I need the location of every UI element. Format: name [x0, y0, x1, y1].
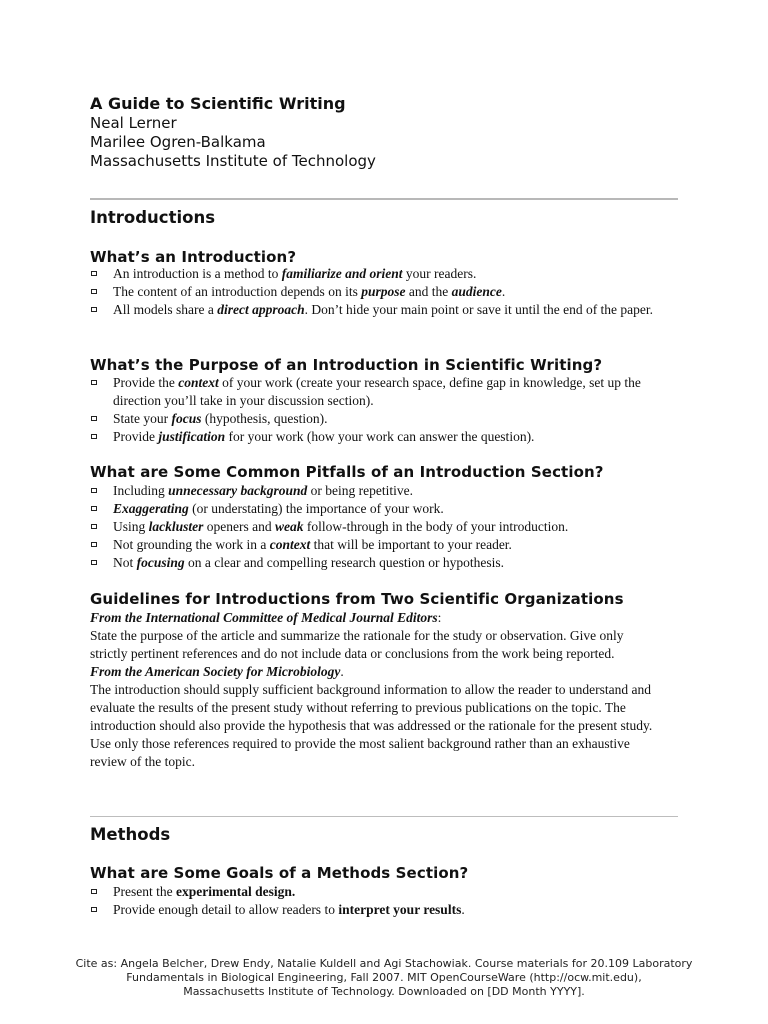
item-text: (or understating) the importance of your work. — [188, 501, 444, 516]
item-text: Provide — [113, 429, 159, 444]
section-heading-methods: Methods — [90, 825, 171, 844]
item-text: follow-through in the body of your introduction. — [303, 519, 569, 534]
bullet-item — [90, 301, 678, 319]
bullet-item — [90, 482, 678, 500]
bullet-list-purpose — [90, 374, 678, 446]
item-text: that will be important to your reader. — [310, 537, 512, 552]
subheading-methods-goals: What are Some Goals of a Methods Section? — [90, 864, 469, 882]
emphasis-text: focusing — [136, 555, 185, 570]
item-text: All models share a — [113, 302, 218, 317]
citation-line: Massachusetts Institute of Technology. Downloaded on [DD Month YYYY]. — [183, 985, 585, 998]
bullet-list-pitfalls — [90, 482, 678, 572]
emphasis-text: direct approach — [217, 302, 305, 317]
square-bullet-icon — [91, 434, 97, 439]
citation-line: Fundamentals in Biological Engineering, Fall 2007. MIT OpenCourseWare (http://ocw.mit.edu), — [126, 971, 642, 984]
item-text: (hypothesis, question). — [201, 411, 328, 426]
square-bullet-icon — [91, 907, 97, 912]
author-line: Marilee Ogren-Balkama — [90, 133, 266, 151]
section-divider — [90, 816, 678, 817]
item-text: . Don’t hide your main point or save it until the end of the paper. — [304, 302, 654, 317]
item-text: Not grounding the work in a — [113, 537, 270, 552]
bullet-item — [90, 410, 678, 428]
item-text: The content of an introduction depends on its — [113, 284, 362, 299]
citation-line: Cite as: Angela Belcher, Drew Endy, Natalie Kuldell and Agi Stachowiak. Course materials for 20.109 Laboratory — [75, 957, 693, 970]
square-bullet-icon — [91, 506, 97, 511]
item-text: of your work (create your research space, define gap in knowledge, set up the direction you’ll take in your discussion section). — [113, 375, 641, 408]
author-line: Neal Lerner — [90, 114, 177, 132]
source-icmje: From the International Committee of Medical Journal Editors — [90, 610, 438, 625]
square-bullet-icon — [91, 416, 97, 421]
bullet-item — [90, 428, 678, 446]
emphasis-text: focus — [171, 411, 202, 426]
subheading-guidelines: Guidelines for Introductions from Two Scientific Organizations — [90, 590, 624, 608]
emphasis-text: purpose — [361, 284, 406, 299]
bullet-item — [90, 554, 678, 572]
emphasis-text: context — [178, 375, 219, 390]
emphasis-text: audience — [451, 284, 502, 299]
item-text: Using — [113, 519, 149, 534]
bullet-item — [90, 265, 678, 283]
bullet-item — [90, 518, 678, 536]
square-bullet-icon — [91, 889, 97, 894]
section-heading-introductions: Introductions — [90, 208, 216, 227]
bullet-list-methods-goals — [90, 883, 678, 919]
item-text: State your — [113, 411, 172, 426]
icmje-text: State the purpose of the article and summarize the rationale for the study or observation. Give only strictly pertinent references and do not include data or conclusions from the work being reported. — [90, 628, 624, 661]
item-text: on a clear and compelling research question or hypothesis. — [184, 555, 505, 570]
source-asm: From the American Society for Microbiology — [90, 664, 341, 679]
section-divider — [90, 198, 678, 200]
citation-footer — [40, 957, 728, 999]
bullet-item — [90, 536, 678, 554]
square-bullet-icon — [91, 488, 97, 493]
square-bullet-icon — [91, 524, 97, 529]
subheading-pitfalls: What are Some Common Pitfalls of an Introduction Section? — [90, 463, 604, 481]
item-text: Including — [113, 483, 169, 498]
title-block — [90, 93, 376, 171]
bullet-item — [90, 374, 678, 410]
asm-text: The introduction should supply sufficient background information to allow the reader to understand and evaluate the results of the present study without referring to previous publications on the topic. The introduction should also provide the hypothesis that was addressed or the rationale for the present study. Use only those references required to provide the most salient background rather than an exhaustive review of the topic. — [90, 682, 653, 769]
square-bullet-icon — [91, 307, 97, 312]
emphasis-text: weak — [275, 519, 304, 534]
bullet-item — [90, 500, 678, 518]
item-text: Provide enough detail to allow readers to — [113, 902, 339, 917]
emphasis-text: lackluster — [148, 519, 204, 534]
bullet-item — [90, 283, 678, 301]
subheading-whats-an-introduction: What’s an Introduction? — [90, 248, 297, 266]
item-text: Not — [113, 555, 137, 570]
item-text: openers and — [203, 519, 276, 534]
emphasis-text: interpret your results — [338, 902, 462, 917]
emphasis-text: Exaggerating — [113, 501, 189, 516]
emphasis-text: unnecessary background — [168, 483, 308, 498]
emphasis-text: familiarize and orient — [281, 266, 403, 281]
square-bullet-icon — [91, 560, 97, 565]
guidelines-block: From the International Committee of Medical Journal Editors: State the purpose of the article and summarize the rationale for the study or observation. Give only strictly pertinent references and do not include data or conclusions from the work being reported. From the American Society for Microbiology. The introduction should supply sufficient background information to allow the reader to understand and evaluate the results of the present study without referring to previous publications on the topic. The introduction should also provide the hypothesis that was addressed or the rationale for the present study. Use only those references required to provide the most salient background rather than an exhaustive review of the topic. — [90, 609, 660, 771]
subheading-purpose: What’s the Purpose of an Introduction in Scientific Writing? — [90, 356, 603, 374]
item-text: and the — [405, 284, 452, 299]
item-text: Present the — [113, 884, 176, 899]
square-bullet-icon — [91, 271, 97, 276]
institution-line: Massachusetts Institute of Technology — [90, 152, 376, 170]
item-text: your readers. — [402, 266, 477, 281]
item-text: . — [461, 902, 465, 917]
emphasis-text: context — [269, 537, 311, 552]
square-bullet-icon — [91, 289, 97, 294]
bullet-list-what-is — [90, 265, 678, 319]
item-text: An introduction is a method to — [113, 266, 282, 281]
item-text: for your work (how your work can answer the question). — [225, 429, 535, 444]
emphasis-text: justification — [158, 429, 226, 444]
item-text: . — [501, 284, 506, 299]
emphasis-text: experimental design. — [176, 884, 296, 899]
square-bullet-icon — [91, 380, 97, 385]
document-title: A Guide to Scientific Writing — [90, 94, 346, 113]
item-text: or being repetitive. — [307, 483, 413, 498]
item-text: Provide the — [113, 375, 179, 390]
bullet-item — [90, 883, 678, 901]
bullet-item — [90, 901, 678, 919]
square-bullet-icon — [91, 542, 97, 547]
